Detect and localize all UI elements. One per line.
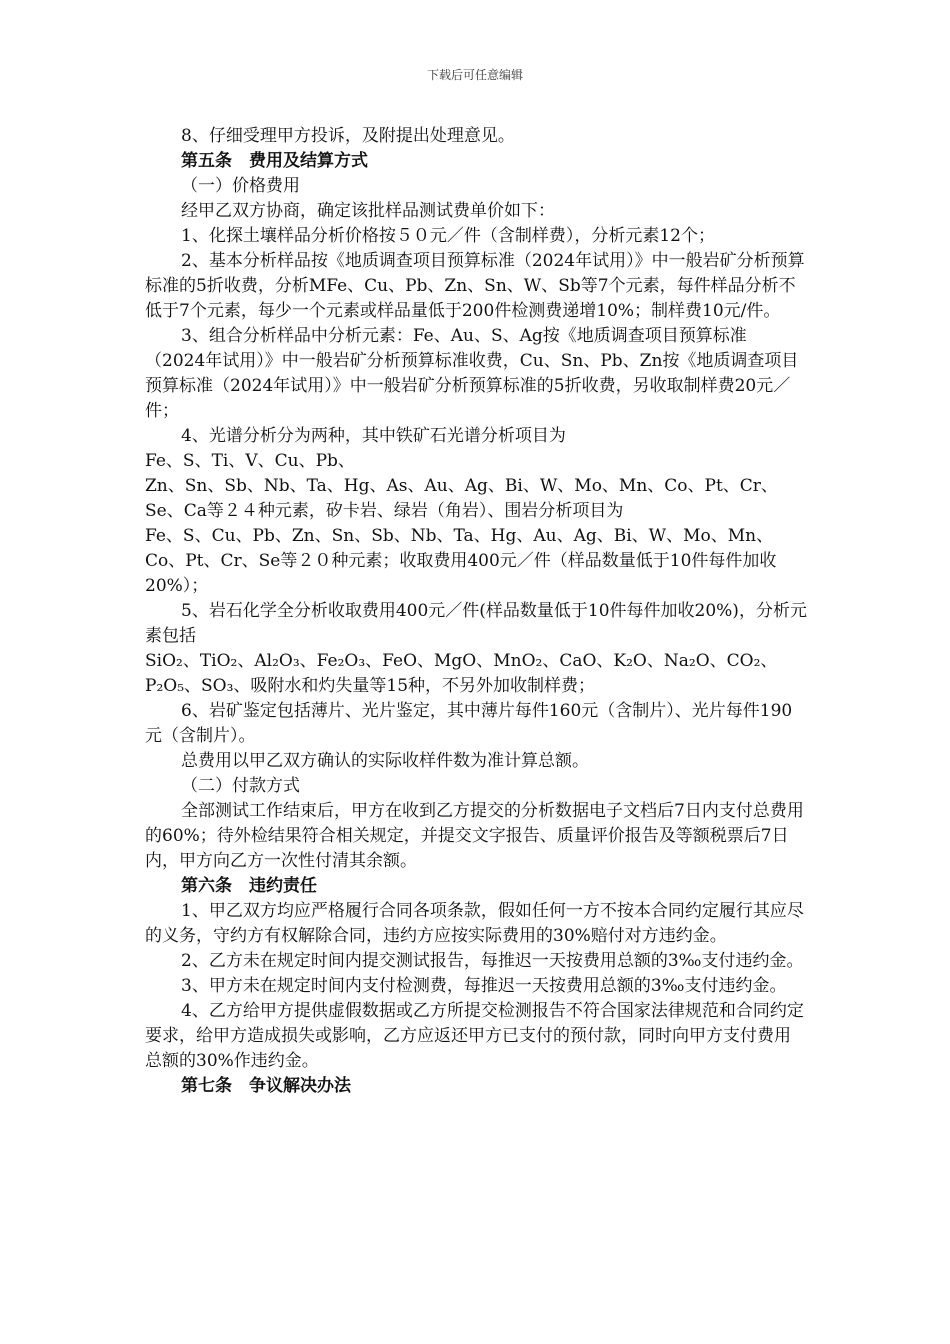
paragraph: 5、岩石化学全分析收取费用400元／件(样品数量低于10件每件加收20%)，分析元素包括 bbox=[145, 601, 807, 646]
paragraph: 4、乙方给甲方提供虚假数据或乙方所提交检测报告不符合国家法律规范和合同约定要求，给甲方造成损失或影响，乙方应返还甲方已支付的预付款，同时向甲方支付费用总额的30%作违约金。 bbox=[145, 1001, 804, 1071]
paragraph: 1、甲乙双方均应严格履行合同各项条款，假如任何一方不按本合同约定履行其应尽的义务，守约方有权解除合同，违约方应按实际费用的30%赔付对方违约金。 bbox=[145, 901, 804, 946]
section-heading: 第六条 违约责任 bbox=[181, 876, 317, 896]
paragraph: 1、化探土壤样品分析价格按５０元／件（含制样费），分析元素12个； bbox=[181, 226, 715, 246]
paragraph: Fe、S、Cu、Pb、Zn、Sn、Sb、Nb、Ta、Hg、Au、Ag、Bi、W、Mo、Mn、Co、Pt、Cr、Se等２０种元素；收取费用400元／件（样品数量低于10件每件加收20%）； bbox=[145, 526, 777, 596]
paragraph: 8、仔细受理甲方投诉，及附提出处理意见。 bbox=[181, 126, 515, 146]
page-header: 下载后可任意编辑 bbox=[426, 68, 523, 82]
paragraph: Zn、Sn、Sb、Nb、Ta、Hg、As、Au、Ag、Bi、W、Mo、Mn、Co、Pt、Cr、Se、Ca等２４种元素，矽卡岩、绿岩（角岩）、围岩分析项目为 bbox=[145, 476, 778, 521]
section-heading: 第七条 争议解决办法 bbox=[181, 1076, 351, 1096]
subsection-heading: （一）价格费用 bbox=[181, 176, 300, 196]
paragraph: 经甲乙双方协商，确定该批样品测试费单价如下： bbox=[181, 201, 555, 221]
paragraph: 总费用以甲乙双方确认的实际收样件数为准计算总额。 bbox=[181, 751, 589, 771]
paragraph: 3、甲方未在规定时间内支付检测费，每推迟一天按费用总额的3‰支付违约金。 bbox=[181, 976, 787, 996]
paragraph: 全部测试工作结束后，甲方在收到乙方提交的分析数据电子文档后7日内支付总费用的60%；待外检结果符合相关规定，并提交文字报告、质量评价报告及等额税票后7日内，甲方向乙方一次性付清其余额。 bbox=[145, 801, 804, 871]
paragraph: 3、组合分析样品中分析元素：Fe、Au、S、Ag按《地质调查项目预算标准（2024年试用）》中一般岩矿分析预算标准收费，Cu、Sn、Pb、Zn按《地质调查项目预算标准（2024年试用）》中一般岩矿分析预算标准的5折收费，另收取制样费20元／件； bbox=[145, 326, 799, 421]
paragraph: 4、光谱分析分为两种，其中铁矿石光谱分析项目为 bbox=[181, 426, 566, 446]
section-heading: 第五条 费用及结算方式 bbox=[181, 151, 368, 171]
paragraph: 2、基本分析样品按《地质调查项目预算标准（2024年试用）》中一般岩矿分析预算标准的5折收费，分析MFe、Cu、Pb、Zn、Sn、W、Sb等7个元素，每件样品分析不低于7个元素，每少一个元素或样品量低于200件检测费递增10%；制样费10元/件。 bbox=[145, 251, 805, 321]
paragraph: 6、岩矿鉴定包括薄片、光片鉴定，其中薄片每件160元（含制片）、光片每件190元（含制片）。 bbox=[145, 701, 793, 746]
paragraph: Fe、S、Ti、V、Cu、Pb、 bbox=[145, 451, 355, 471]
document-body bbox=[145, 124, 807, 1099]
subsection-heading: （二）付款方式 bbox=[181, 776, 300, 796]
paragraph: SiO₂、TiO₂、Al₂O₃、Fe₂O₃、FeO、MgO、MnO₂、CaO、K₂O、Na₂O、CO₂、P₂O₅、SO₃、吸附水和灼失量等15种，不另外加收制样费； bbox=[145, 651, 778, 696]
paragraph: 2、乙方未在规定时间内提交测试报告，每推迟一天按费用总额的3‰支付违约金。 bbox=[181, 951, 804, 971]
